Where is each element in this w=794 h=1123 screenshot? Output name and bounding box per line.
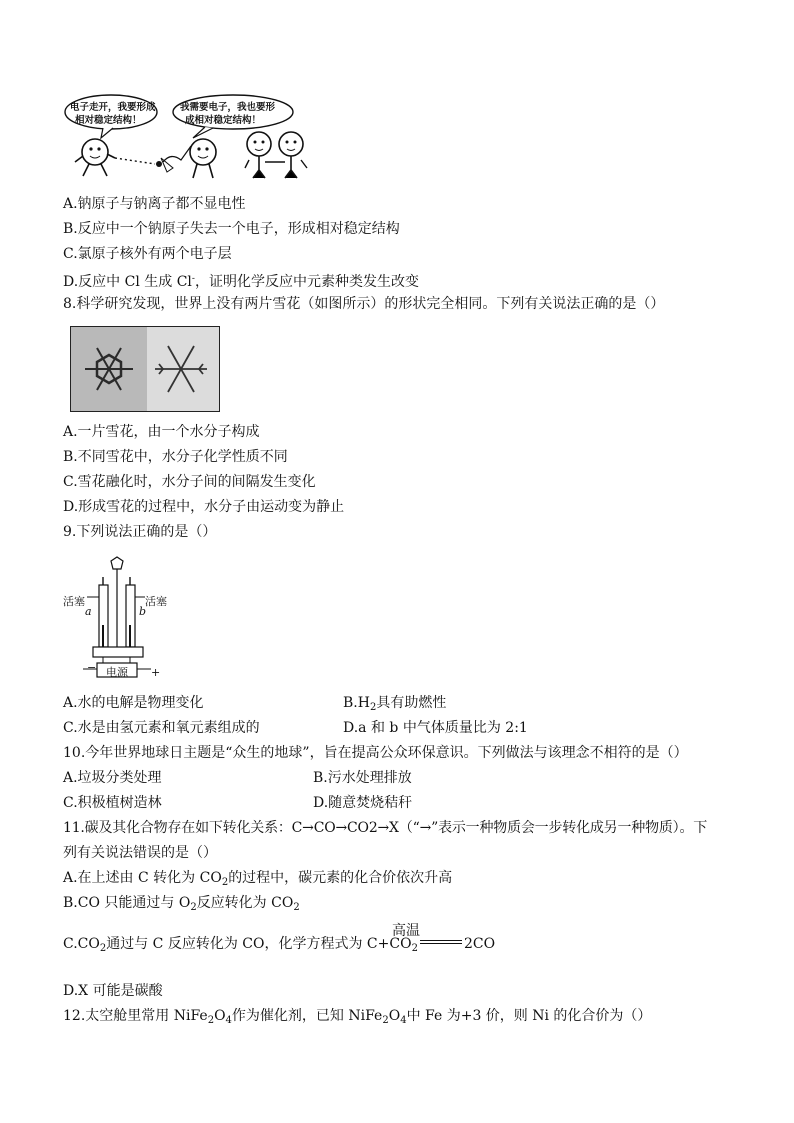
q11-option-c: $C.CO_2$通过与 C 反应转化为 CO，化学方程式为 $C+CO_2$ 2CO xyxy=(63,936,496,954)
bubble-right-line1: 我需要电子，我也要形 xyxy=(180,102,276,113)
q7-cartoon-figure xyxy=(63,92,323,182)
q7-option-a: A.钠原子与钠离子都不显电性 xyxy=(63,196,246,212)
bubble-left-line1: 电子走开，我要形成 xyxy=(70,102,156,113)
tube-a-label: a xyxy=(85,605,92,618)
q8-stem: 8.科学研究发现，世界上没有两片雪花（如图所示）的形状完全相同。下列有关说法正确的是（） xyxy=(63,296,665,312)
stopcock-label-left: 活塞 xyxy=(63,595,85,608)
q9-stem: 9.下列说法正确的是（） xyxy=(63,524,217,540)
q7-option-c: C.氯原子核外有两个电子层 xyxy=(63,246,232,262)
q8-option-a: A.一片雪花，由一个水分子构成 xyxy=(63,424,260,440)
q10-option-c: C.积极植树造林 xyxy=(63,795,162,811)
power-supply-label: 电源 xyxy=(106,666,128,679)
q11-option-b: B.CO 只能通过与 $O_2$反应转化为 $CO_2$ xyxy=(63,895,300,913)
q10-option-b: B.污水处理排放 xyxy=(313,770,412,786)
q10-option-a: A.垃圾分类处理 xyxy=(63,770,162,786)
minus-terminal: − xyxy=(87,661,97,674)
q11-stem-line1: 11.碳及其化合物存在如下转化关系：C→CO→CO2→X（“→”表示一种物质会一步转化成另一种物质）。下 xyxy=(63,820,708,836)
q11-stem-line2: 列有关说法错误的是（） xyxy=(63,845,217,861)
q9-option-c: C.水是由氢元素和氧元素组成的 xyxy=(63,720,260,736)
q9-option-a: A.水的电解是物理变化 xyxy=(63,695,204,711)
q11-option-d: D.X 可能是碳酸 xyxy=(63,983,163,999)
snowflake-svg xyxy=(71,327,219,411)
q8-option-c: C.雪花融化时，水分子间的间隔发生变化 xyxy=(63,474,316,490)
tube-b-label: b xyxy=(139,605,147,618)
q8-option-b: B.不同雪花中，水分子化学性质不同 xyxy=(63,449,288,465)
electrolysis-apparatus xyxy=(63,555,175,683)
stopcock-label-right: 活塞 xyxy=(145,595,167,608)
q12-stem: 12.太空舱里常用 $NiFe_2O_4$作为催化剂，已知 $NiFe_2O_4$中 Fe 为+3 价，则 Ni 的化合价为（） xyxy=(63,1008,652,1026)
q9-option-b: $B.H_2$具有助燃性 xyxy=(343,695,447,713)
q8-option-d: D.形成雪花的过程中，水分子由运动变为静止 xyxy=(63,499,345,515)
q7-option-b: B.反应中一个钠原子失去一个电子，形成相对稳定结构 xyxy=(63,221,400,237)
bubble-left-line2: 相对稳定结构！ xyxy=(75,115,142,126)
plus-terminal: + xyxy=(151,666,161,679)
q10-stem: 10.今年世界地球日主题是“众生的地球”，旨在提高公众环保意识。下列做法与该理念不相符的是（） xyxy=(63,745,688,761)
q9-option-d: D.a 和 b 中气体质量比为 2:1 xyxy=(343,720,528,736)
reaction-condition: 高温 xyxy=(392,923,420,939)
bubble-right-line2: 成相对稳定结构！ xyxy=(185,115,262,126)
q10-option-d: D.随意焚烧秸秆 xyxy=(313,795,413,811)
q7-option-d: D.反应中 Cl 生成 Cl-，证明化学反应中元素种类发生改变 xyxy=(63,274,419,290)
snowflake-photo xyxy=(70,326,220,412)
q11-option-a: A.在上述由 C 转化为 $CO_2$的过程中，碳元素的化合价依次升高 xyxy=(63,870,453,888)
reaction-arrow xyxy=(420,940,462,944)
